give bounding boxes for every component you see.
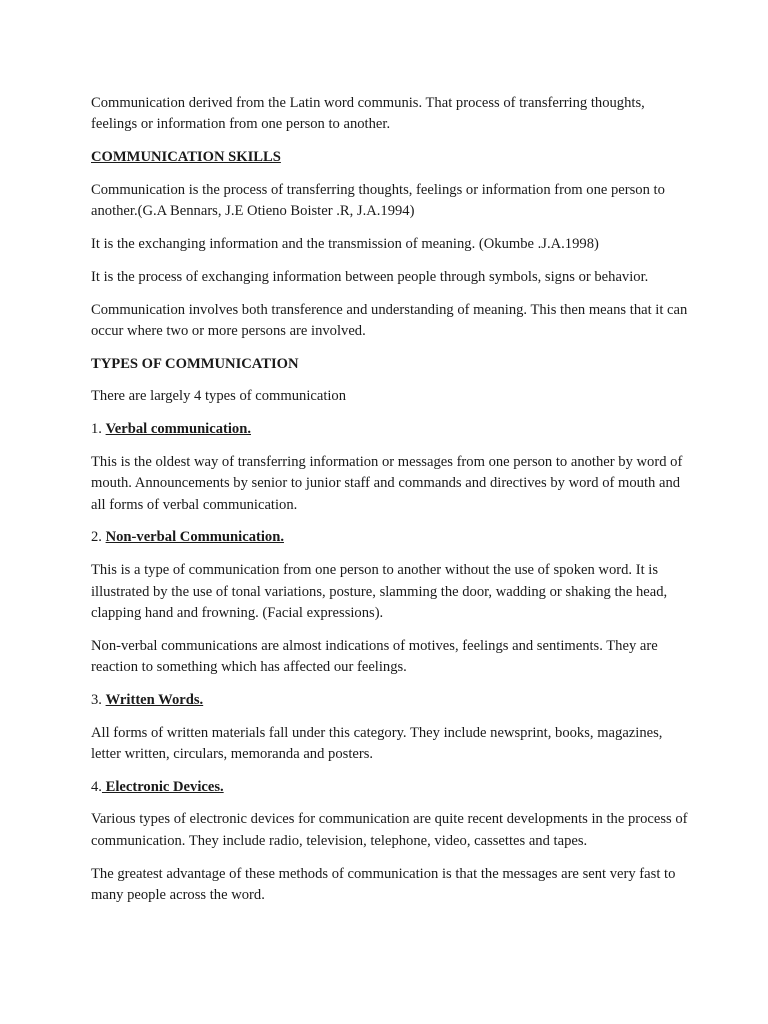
type-title: Written Words. bbox=[105, 691, 204, 708]
intro-paragraph: Communication derived from the Latin word communis. That process of transferring thoughts, feelings or information from one person to another. bbox=[91, 95, 645, 133]
skills-paragraph: Communication involves both transference and understanding of meaning. This then means that it can occur where two or more persons are involved. bbox=[91, 301, 688, 339]
type-number: 1. bbox=[91, 421, 106, 438]
type-paragraph: This is a type of communication from one person to another without the use of spoken word. It is illustrated by the use of tonal variations, posture, slamming the door, wadding or shaking the head, clapping hand and frowning. (Facial expressions). bbox=[91, 562, 668, 621]
skills-paragraph: Communication is the process of transferring thoughts, feelings or information from one person to another.(G.A Bennars, J.E Otieno Boister .R, J.A.1994) bbox=[91, 181, 665, 220]
type-number: 4. bbox=[91, 778, 102, 795]
type-title: Electronic Devices. bbox=[101, 778, 224, 795]
types-heading: TYPES OF COMMUNICATION bbox=[91, 355, 299, 372]
types-intro: There are largely 4 types of communication bbox=[91, 388, 347, 405]
type-number: 3. bbox=[91, 691, 106, 708]
type-number: 2. bbox=[91, 529, 106, 546]
type-heading-verbal bbox=[91, 419, 691, 440]
type-paragraph: All forms of written materials fall under this category. They include newsprint, books, magazines, letter written, circulars, memoranda and posters. bbox=[91, 724, 663, 762]
type-paragraph: Various types of electronic devices for communication are quite recent developments in the process of communication. They include radio, television, telephone, video, cassettes and tapes. bbox=[91, 811, 688, 849]
skills-heading: COMMUNICATION SKILLS bbox=[91, 149, 281, 166]
type-heading-written bbox=[91, 690, 691, 711]
type-title: Verbal communication. bbox=[105, 421, 251, 438]
type-paragraph: The greatest advantage of these methods of communication is that the messages are sent very fast to many people across the word. bbox=[91, 865, 676, 903]
type-heading-electronic bbox=[91, 777, 691, 798]
type-title: Non-verbal Communication. bbox=[105, 529, 284, 546]
type-heading-non-verbal bbox=[91, 527, 691, 548]
skills-paragraph: It is the process of exchanging information between people through symbols, signs or behavior. bbox=[91, 268, 649, 285]
skills-paragraph: It is the exchanging information and the transmission of meaning. (Okumbe .J.A.1998) bbox=[91, 235, 599, 252]
document-page bbox=[91, 93, 691, 918]
type-paragraph: Non-verbal communications are almost indications of motives, feelings and sentiments. They are reaction to something which has affected our feelings. bbox=[91, 637, 658, 675]
type-paragraph: This is the oldest way of transferring information or messages from one person to another by word of mouth. Announcements by senior to junior staff and commands and directives by word of mouth and all forms of verbal communication. bbox=[91, 454, 683, 513]
